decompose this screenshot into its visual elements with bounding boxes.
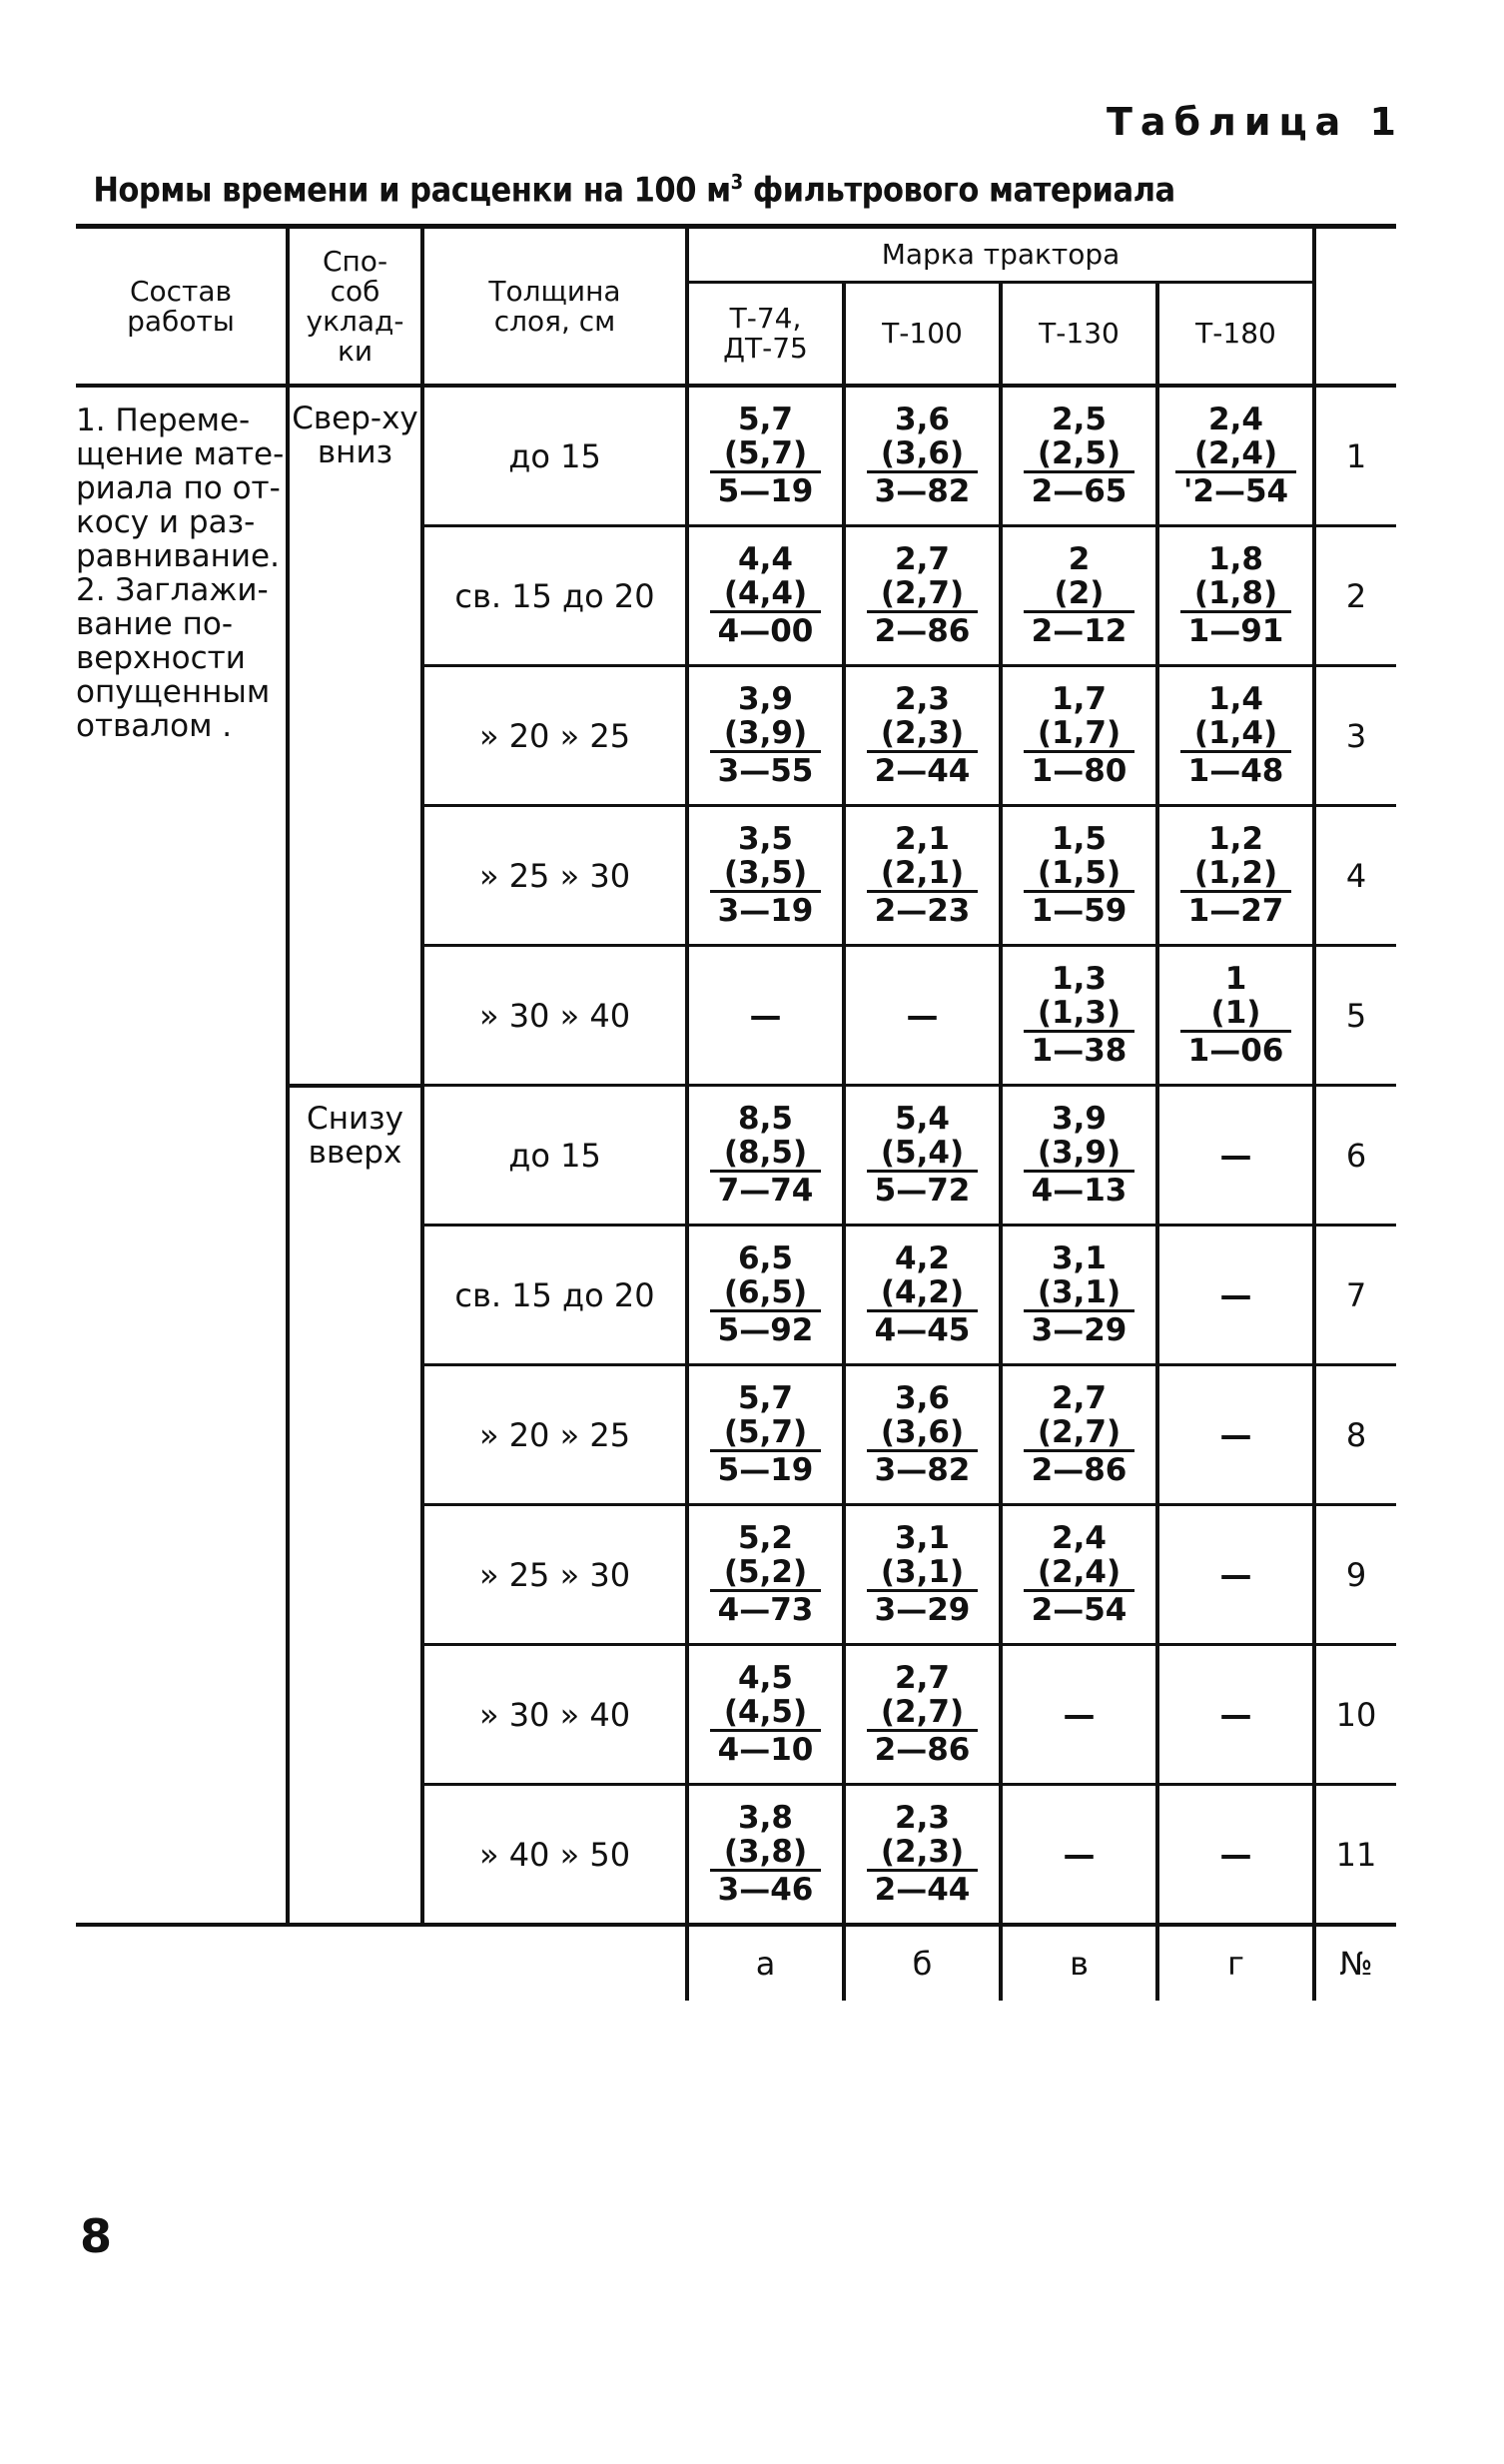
rate: 5—72	[867, 1170, 979, 1209]
footer-empty	[288, 1925, 422, 2001]
time-norm: 1,3	[1052, 961, 1107, 997]
norm-cell	[844, 386, 1001, 526]
norm-cell	[1157, 1785, 1314, 1926]
norm-cell	[844, 1645, 1001, 1785]
empty-dash: —	[1219, 1136, 1252, 1175]
norm-cell	[844, 526, 1001, 666]
footer-empty	[76, 1925, 288, 2001]
layer-thickness: » 30 » 40	[422, 946, 687, 1086]
norm-cell	[687, 1505, 844, 1645]
time-norm: 2,3	[895, 1800, 950, 1836]
rate: 3—29	[867, 1589, 979, 1628]
time-norm-alt: (2,4)	[1193, 435, 1278, 471]
norm-fraction	[1024, 1521, 1135, 1628]
norm-fraction	[1024, 1102, 1135, 1209]
rate: 2—54	[1024, 1589, 1135, 1628]
rate: 1—59	[1024, 890, 1135, 929]
time-norm: 3,8	[738, 1800, 793, 1836]
time-norm: 5,7	[738, 402, 793, 437]
time-norm-alt: (5,7)	[723, 1414, 808, 1450]
norm-cell	[1157, 526, 1314, 666]
rate: 2—65	[1024, 470, 1135, 509]
time-norm: 1,2	[1208, 821, 1263, 857]
time-norm: 3,1	[1052, 1240, 1107, 1276]
norm-fraction	[710, 1801, 822, 1908]
norm-fraction	[710, 403, 822, 509]
norm-fraction	[867, 403, 979, 509]
time-norm: 2,7	[895, 541, 950, 577]
time-norm: 1,7	[1052, 681, 1107, 717]
norm-cell	[1157, 946, 1314, 1086]
time-norm-alt: (1)	[1210, 995, 1261, 1031]
header-method: Спо-соб уклад-ки	[288, 227, 422, 387]
empty-dash: —	[749, 996, 782, 1035]
footer-letter-a: а	[687, 1925, 844, 2001]
rate: 1—38	[1024, 1030, 1135, 1069]
norm-cell	[1001, 1086, 1157, 1226]
norm-fraction	[867, 1801, 979, 1908]
time-norm: 3,1	[895, 1520, 950, 1556]
norm-fraction	[1024, 962, 1135, 1069]
time-norm-alt: (3,8)	[723, 1834, 808, 1870]
row-number: 7	[1314, 1226, 1396, 1365]
norm-fraction	[710, 1521, 822, 1628]
rate: 2—23	[867, 890, 979, 929]
norm-cell	[1001, 806, 1157, 946]
table-header	[76, 227, 1396, 387]
norm-cell	[1157, 1645, 1314, 1785]
norm-cell	[844, 1505, 1001, 1645]
time-norm-alt: (2,7)	[880, 575, 965, 611]
rate: 1—48	[1180, 750, 1292, 789]
time-norm: 5,7	[738, 1380, 793, 1416]
norm-cell	[1157, 1365, 1314, 1505]
time-norm-alt: (2,3)	[880, 1834, 965, 1870]
time-norm-alt: (3,1)	[1037, 1274, 1122, 1310]
row-number: 5	[1314, 946, 1396, 1086]
rate: 2—12	[1024, 610, 1135, 649]
header-tractor-t130: Т-130	[1001, 283, 1157, 387]
norm-cell	[687, 1785, 844, 1926]
time-norm: 3,5	[738, 821, 793, 857]
layer-thickness: » 40 » 50	[422, 1785, 687, 1926]
norm-cell	[1001, 1645, 1157, 1785]
rate: 2—86	[867, 1729, 979, 1768]
norm-fraction	[1024, 403, 1135, 509]
time-norm-alt: (3,9)	[1037, 1135, 1122, 1171]
time-norm-alt: (1,2)	[1193, 855, 1278, 891]
norm-cell	[1001, 386, 1157, 526]
norm-cell	[687, 1365, 844, 1505]
time-norm-alt: (1,5)	[1037, 855, 1122, 891]
time-norm-alt: (5,4)	[880, 1135, 965, 1171]
norm-cell	[1157, 666, 1314, 806]
method-bottom-up: Снизу вверх	[288, 1086, 422, 1926]
norm-cell	[1001, 1785, 1157, 1926]
rate: 3—19	[710, 890, 822, 929]
time-norm-alt: (4,4)	[723, 575, 808, 611]
time-norm: 1,8	[1208, 541, 1263, 577]
norm-cell	[1001, 946, 1157, 1086]
row-number: 2	[1314, 526, 1396, 666]
time-norm-alt: (2,1)	[880, 855, 965, 891]
norm-cell	[844, 666, 1001, 806]
time-norm: 8,5	[738, 1101, 793, 1137]
footer-letter-v: в	[1001, 1925, 1157, 2001]
time-norm: 1,4	[1208, 681, 1263, 717]
row-number: 1	[1314, 386, 1396, 526]
time-norm-alt: (8,5)	[723, 1135, 808, 1171]
norm-cell	[687, 526, 844, 666]
empty-dash: —	[1219, 1695, 1252, 1734]
time-norm: 2	[1068, 541, 1091, 577]
header-tractor-brand: Марка трактора	[687, 227, 1314, 283]
rate: 2—44	[867, 750, 979, 789]
footer-empty	[422, 1925, 687, 2001]
norm-cell	[1001, 526, 1157, 666]
header-number-column	[1314, 227, 1396, 387]
time-norm-alt: (2,7)	[880, 1694, 965, 1730]
norm-fraction	[867, 1521, 979, 1628]
norm-fraction	[710, 1241, 822, 1348]
row-number: 3	[1314, 666, 1396, 806]
empty-dash: —	[1063, 1695, 1096, 1734]
row-number: 10	[1314, 1645, 1396, 1785]
rate: 1—91	[1180, 610, 1292, 649]
norm-cell	[1001, 1226, 1157, 1365]
work-composition: 1. Переме-щение мате-риала по от-косу и раз-равнивание. 2. Заглажи-вание по-верхности опущенным отвалом .	[76, 386, 288, 1925]
norm-fraction	[1024, 682, 1135, 789]
caption-text-end: фильтрового материала	[742, 170, 1175, 211]
rate: 3—82	[867, 470, 979, 509]
layer-thickness: » 30 » 40	[422, 1645, 687, 1785]
time-norm-alt: (4,2)	[880, 1274, 965, 1310]
time-norm-alt: (5,7)	[723, 435, 808, 471]
empty-dash: —	[1219, 1275, 1252, 1314]
norm-cell	[1001, 666, 1157, 806]
time-norm-alt: (5,2)	[723, 1554, 808, 1590]
norm-fraction	[867, 1102, 979, 1209]
time-norm: 5,2	[738, 1520, 793, 1556]
norm-fraction	[710, 1381, 822, 1488]
norm-cell	[687, 1645, 844, 1785]
row-number: 11	[1314, 1785, 1396, 1926]
time-norm: 4,2	[895, 1240, 950, 1276]
table-number: Таблица 1	[1106, 100, 1404, 144]
time-norm: 2,7	[1052, 1380, 1107, 1416]
empty-dash: —	[1219, 1835, 1252, 1874]
norm-cell	[844, 946, 1001, 1086]
layer-thickness: » 25 » 30	[422, 1505, 687, 1645]
empty-dash: —	[1219, 1555, 1252, 1594]
time-norm: 3,9	[1052, 1101, 1107, 1137]
empty-dash: —	[906, 996, 939, 1035]
table-body	[76, 386, 1396, 1925]
empty-dash: —	[1063, 1835, 1096, 1874]
rate: 5—19	[710, 1449, 822, 1488]
time-norm-alt: (3,9)	[723, 715, 808, 751]
norm-fraction	[710, 1661, 822, 1768]
time-norm-alt: (2,3)	[880, 715, 965, 751]
layer-thickness: » 20 » 25	[422, 666, 687, 806]
norm-fraction	[1180, 542, 1292, 649]
rate: 7—74	[710, 1170, 822, 1209]
rate: 3—46	[710, 1869, 822, 1908]
norm-cell	[1157, 386, 1314, 526]
time-norm-alt: (1,7)	[1037, 715, 1122, 751]
norm-fraction	[867, 682, 979, 789]
time-norm: 2,1	[895, 821, 950, 857]
time-norm: 3,9	[738, 681, 793, 717]
table-row	[76, 386, 1396, 526]
row-number: 8	[1314, 1365, 1396, 1505]
time-norm-alt: (6,5)	[723, 1274, 808, 1310]
layer-thickness: » 25 » 30	[422, 806, 687, 946]
norm-cell	[844, 1226, 1001, 1365]
norms-table	[76, 224, 1396, 2001]
rate: 2—86	[1024, 1449, 1135, 1488]
norm-fraction	[1180, 822, 1292, 929]
norm-fraction	[1024, 1241, 1135, 1348]
time-norm-alt: (2,5)	[1037, 435, 1122, 471]
layer-thickness: до 15	[422, 1086, 687, 1226]
rate: 4—00	[710, 610, 822, 649]
time-norm: 2,5	[1052, 402, 1107, 437]
layer-thickness: св. 15 до 20	[422, 1226, 687, 1365]
time-norm: 2,4	[1208, 402, 1263, 437]
time-norm: 4,4	[738, 541, 793, 577]
row-number: 4	[1314, 806, 1396, 946]
norm-cell	[687, 1086, 844, 1226]
caption-text: Нормы времени и расценки на 100 м	[93, 170, 731, 211]
rate: 1—80	[1024, 750, 1135, 789]
time-norm-alt: (3,6)	[880, 435, 965, 471]
rate: 4—45	[867, 1309, 979, 1348]
norm-fraction	[867, 1381, 979, 1488]
rate: 5—92	[710, 1309, 822, 1348]
time-norm: 2,3	[895, 681, 950, 717]
time-norm: 2,4	[1052, 1520, 1107, 1556]
norm-cell	[1001, 1505, 1157, 1645]
norm-cell	[844, 806, 1001, 946]
time-norm-alt: (4,5)	[723, 1694, 808, 1730]
rate: 2—86	[867, 610, 979, 649]
time-norm-alt: (1,8)	[1193, 575, 1278, 611]
time-norm: 2,7	[895, 1660, 950, 1696]
time-norm-alt: (3,1)	[880, 1554, 965, 1590]
time-norm-alt: (3,6)	[880, 1414, 965, 1450]
norm-cell	[687, 806, 844, 946]
row-number: 9	[1314, 1505, 1396, 1645]
norm-cell	[687, 946, 844, 1086]
time-norm: 1	[1224, 961, 1247, 997]
norm-cell	[1157, 1086, 1314, 1226]
time-norm-alt: (1,3)	[1037, 995, 1122, 1031]
time-norm: 5,4	[895, 1101, 950, 1137]
rate: 4—13	[1024, 1170, 1135, 1209]
table-caption	[0, 170, 1268, 210]
norm-cell	[1157, 1226, 1314, 1365]
rate: 5—19	[710, 470, 822, 509]
time-norm: 3,6	[895, 402, 950, 437]
norm-fraction	[1175, 403, 1296, 509]
header-tractor-t74: Т-74, ДТ-75	[687, 283, 844, 387]
norm-fraction	[1024, 542, 1135, 649]
rate: 2—44	[867, 1869, 979, 1908]
norm-fraction	[710, 1102, 822, 1209]
method-top-down: Свер-ху вниз	[288, 386, 422, 1086]
norm-cell	[1001, 1365, 1157, 1505]
footer-row	[76, 1925, 1396, 2001]
header-composition: Состав работы	[76, 227, 288, 387]
footer-number-sign: №	[1314, 1925, 1396, 2001]
header-tractor-t100: Т-100	[844, 283, 1001, 387]
norm-cell	[1157, 1505, 1314, 1645]
rate: 1—06	[1180, 1030, 1292, 1069]
time-norm-alt: (2)	[1054, 575, 1105, 611]
time-norm-alt: (2,4)	[1037, 1554, 1122, 1590]
norm-fraction	[867, 1241, 979, 1348]
time-norm: 4,5	[738, 1660, 793, 1696]
time-norm-alt: (1,4)	[1193, 715, 1278, 751]
norm-fraction	[1024, 1381, 1135, 1488]
layer-thickness: св. 15 до 20	[422, 526, 687, 666]
rate: 3—29	[1024, 1309, 1135, 1348]
norm-fraction	[710, 822, 822, 929]
norm-cell	[1157, 806, 1314, 946]
page-number: 8	[80, 2209, 113, 2263]
norm-fraction	[867, 822, 979, 929]
norm-fraction	[710, 682, 822, 789]
rate: '2—54	[1175, 470, 1296, 509]
norm-cell	[844, 1365, 1001, 1505]
time-norm: 6,5	[738, 1240, 793, 1276]
caption-superscript: 3	[730, 170, 743, 194]
norm-cell	[844, 1086, 1001, 1226]
norm-fraction	[1180, 962, 1292, 1069]
norm-fraction	[1180, 682, 1292, 789]
time-norm: 3,6	[895, 1380, 950, 1416]
norm-fraction	[710, 542, 822, 649]
footer-letter-b: б	[844, 1925, 1001, 2001]
norm-fraction	[867, 542, 979, 649]
norm-cell	[687, 1226, 844, 1365]
time-norm: 1,5	[1052, 821, 1107, 857]
row-number: 6	[1314, 1086, 1396, 1226]
header-thickness: Толщина слоя, см	[422, 227, 687, 387]
norm-cell	[844, 1785, 1001, 1926]
time-norm-alt: (3,5)	[723, 855, 808, 891]
header-tractor-t180: Т-180	[1157, 283, 1314, 387]
norm-fraction	[1024, 822, 1135, 929]
norm-fraction	[867, 1661, 979, 1768]
layer-thickness: до 15	[422, 386, 687, 526]
empty-dash: —	[1219, 1415, 1252, 1454]
time-norm-alt: (2,7)	[1037, 1414, 1122, 1450]
rate: 4—73	[710, 1589, 822, 1628]
norm-cell	[687, 386, 844, 526]
rate: 3—55	[710, 750, 822, 789]
norm-cell	[687, 666, 844, 806]
footer-letter-g: г	[1157, 1925, 1314, 2001]
rate: 1—27	[1180, 890, 1292, 929]
rate: 3—82	[867, 1449, 979, 1488]
rate: 4—10	[710, 1729, 822, 1768]
layer-thickness: » 20 » 25	[422, 1365, 687, 1505]
